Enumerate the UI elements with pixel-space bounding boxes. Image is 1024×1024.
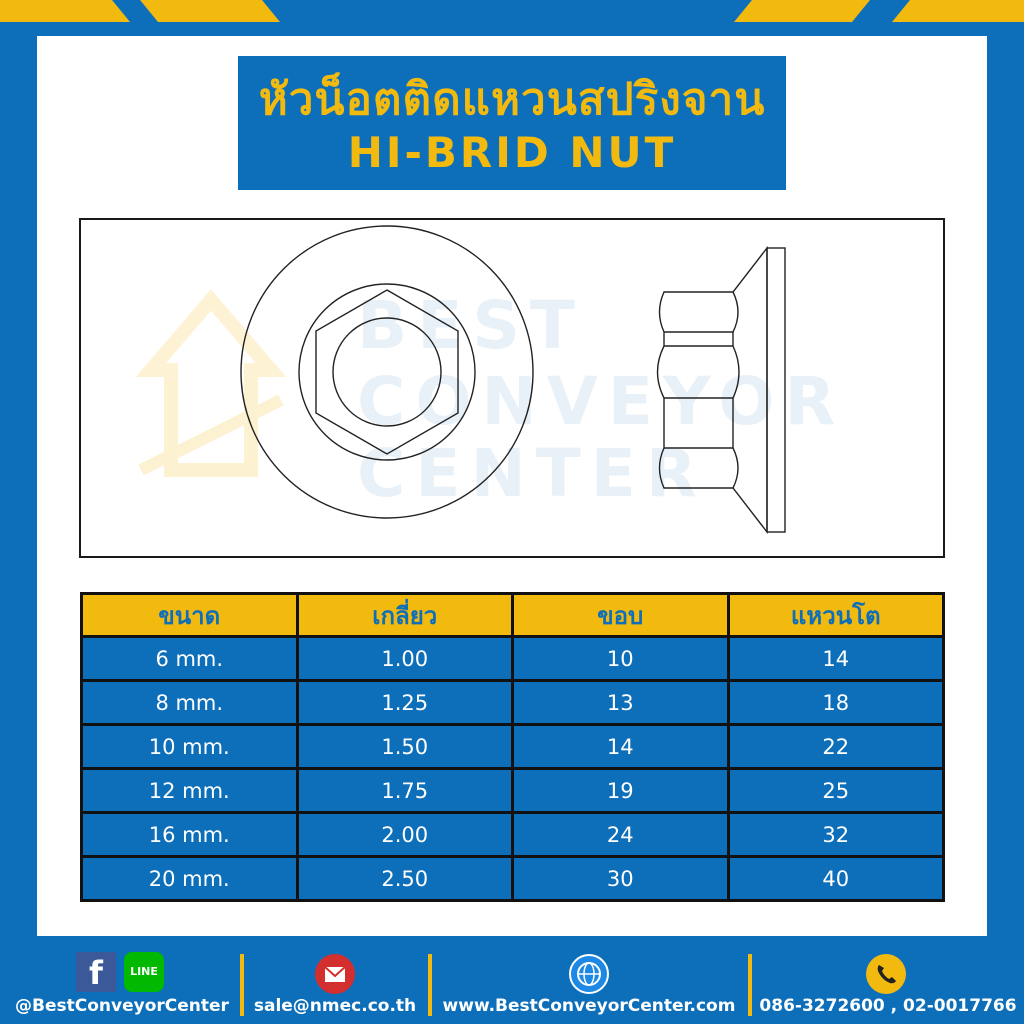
watermark-line2: CONVEYOR [357,363,846,440]
table-row [82,681,944,725]
cell-size: 16 mm. [82,813,298,857]
cell-washer: 32 [728,813,944,857]
cell-washer: 22 [728,725,944,769]
header-thread: เกลี่ยว [297,594,513,637]
cell-hex: 24 [513,813,729,857]
footer-divider [428,954,432,1016]
contact-footer [0,948,1024,1024]
cell-thread: 2.00 [297,813,513,857]
header-washer: แหวนโต [728,594,944,637]
footer-phone[interactable] [756,948,1020,1024]
table-row [82,813,944,857]
email-icon[interactable] [315,954,355,994]
table-row [82,857,944,901]
watermark-line1: BEST [357,287,585,364]
cell-hex: 10 [513,637,729,681]
cell-thread: 2.50 [297,857,513,901]
spec-table [80,592,945,902]
title-thai: หัวน็อตติดแหวนสปริงจาน [258,74,766,125]
cell-hex: 13 [513,681,729,725]
title-banner [238,56,786,190]
social-handle: @BestConveyorCenter [15,996,229,1016]
cell-size: 20 mm. [82,857,298,901]
footer-social[interactable] [14,948,230,1024]
cell-washer: 25 [728,769,944,813]
phone-numbers: 086-3272600 , 02-0017766 [759,996,1017,1016]
website-url: www.BestConveyorCenter.com [442,996,736,1016]
header-size: ขนาด [82,594,298,637]
table-header-row [82,594,944,637]
footer-divider [240,954,244,1016]
cell-thread: 1.50 [297,725,513,769]
cell-hex: 14 [513,725,729,769]
cell-thread: 1.75 [297,769,513,813]
cell-size: 6 mm. [82,637,298,681]
table-row [82,725,944,769]
cell-size: 10 mm. [82,725,298,769]
top-stripe-decoration [0,0,1024,22]
cell-hex: 19 [513,769,729,813]
footer-email[interactable] [248,948,422,1024]
cell-thread: 1.00 [297,637,513,681]
table-row [82,769,944,813]
cell-washer: 14 [728,637,944,681]
globe-icon[interactable] [569,954,609,994]
cell-thread: 1.25 [297,681,513,725]
title-english: HI-BRID NUT [347,128,677,177]
header-hex: ขอบ [513,594,729,637]
email-address: sale@nmec.co.th [253,996,417,1016]
phone-icon[interactable] [866,954,906,994]
cell-washer: 18 [728,681,944,725]
technical-drawing [79,218,945,558]
nut-drawing [81,220,943,556]
watermark-text [357,287,845,512]
cell-size: 8 mm. [82,681,298,725]
line-icon[interactable]: LINE [124,952,164,992]
footer-divider [748,954,752,1016]
footer-website[interactable] [436,948,742,1024]
table-row [82,637,944,681]
watermark-line3: CENTER [357,435,707,512]
cell-size: 12 mm. [82,769,298,813]
facebook-icon[interactable]: f [76,952,116,992]
cell-hex: 30 [513,857,729,901]
cell-washer: 40 [728,857,944,901]
